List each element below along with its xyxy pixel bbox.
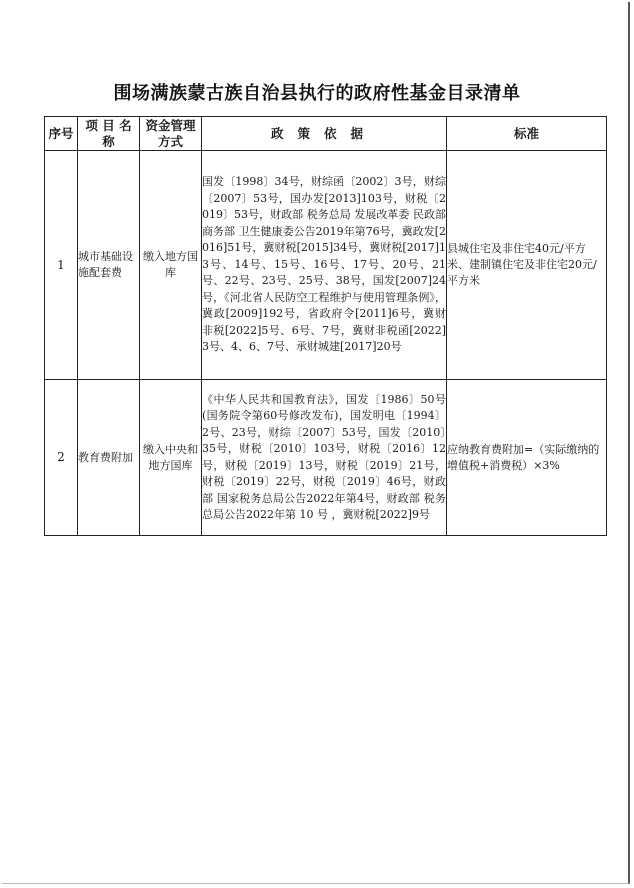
fund-catalog-table	[44, 116, 607, 536]
header-serial-no: 序号	[45, 117, 78, 151]
table-header-row	[45, 117, 607, 151]
header-item-name: 项 目 名 称	[78, 117, 140, 151]
row-serial-no: 1	[45, 151, 78, 380]
header-fund-management: 资金管理方式	[140, 117, 202, 151]
row-standard: 应纳教育费附加=（实际缴纳的增值税+消费税）×3%	[447, 380, 607, 536]
row-standard: 县城住宅及非住宅40元/平方米、建制镇住宅及非住宅20元/平方米	[447, 151, 607, 380]
header-policy-basis: 政策依据	[202, 117, 447, 151]
table-row	[45, 151, 607, 380]
page-title: 围场满族蒙古族自治县执行的政府性基金目录清单	[113, 83, 521, 104]
row-serial-no: 2	[45, 380, 78, 536]
row-item-name: 教育费附加	[78, 380, 140, 536]
row-item-name: 城市基础设施配套费	[78, 151, 140, 380]
row-fund-management: 缴入地方国库	[140, 151, 202, 380]
row-policy-basis: 国发〔1998〕34号，财综函〔2002〕3号，财综〔2007〕53号，国办发[2013]103号，财税〔2019〕53号，财政部 税务总局 发展改革委 民政部 商务部 卫生健康委公告2019年第76号，冀政发[2016]51号，冀财税[2015]34号，冀财税[2017]13号、14号、15号、16号、17号、20号、21号、22号、23号、25号、38号，国发[2007]24号，《河北省人民防空工程维护与使用管理条例》，冀政[2009]192号，省政府令[2011]6号，冀财非税[2022]5号、6号、7号，冀财非税函[2022]3号、4、6、7号、承财城建[2017]20号	[202, 151, 447, 380]
row-policy-basis: 《中华人民共和国教育法》，国发〔1986〕50号(国务院令第60号修改发布)，国发明电〔1994〕2号、23号，财综〔2007〕53号，国发〔2010〕35号，财税〔2010〕103号，财税〔2016〕12号，财税〔2019〕13号，财税〔2019〕21号，财税〔2019〕22号，财税〔2019〕46号，财政部 国家税务总局公告2022年第4号，财政部 税务总局公告2022年第 10 号 ，冀财税[2022]9号	[202, 380, 447, 536]
row-fund-management: 缴入中央和地方国库	[140, 380, 202, 536]
header-standard: 标准	[447, 117, 607, 151]
table-row	[45, 380, 607, 536]
